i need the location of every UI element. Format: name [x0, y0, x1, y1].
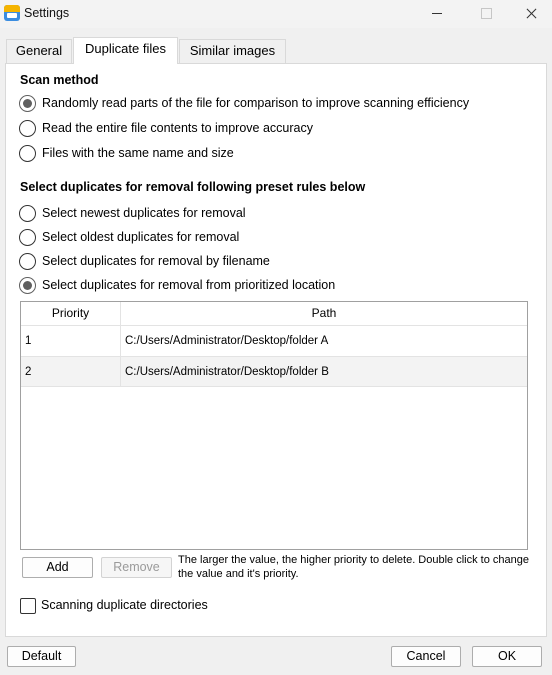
radio-button[interactable]: [19, 95, 36, 112]
radio-label: Select newest duplicates for removal: [42, 206, 246, 220]
scan-directories-checkbox[interactable]: [20, 598, 36, 614]
table-row[interactable]: [21, 356, 527, 386]
column-header-path[interactable]: Path: [121, 302, 527, 325]
radio-button[interactable]: [19, 145, 36, 162]
minimize-icon[interactable]: [414, 0, 460, 28]
priority-table[interactable]: [20, 301, 528, 550]
radio-label: Select duplicates for removal by filename: [42, 254, 270, 268]
add-button[interactable]: Add: [22, 557, 93, 578]
radio-label: Files with the same name and size: [42, 146, 234, 160]
window-title: Settings: [24, 6, 70, 20]
tab-similar-images[interactable]: Similar images: [179, 39, 286, 63]
ok-button[interactable]: OK: [472, 646, 542, 667]
radio-button[interactable]: [19, 205, 36, 222]
priority-cell[interactable]: 1: [25, 335, 32, 347]
radio-button[interactable]: [19, 277, 36, 294]
close-icon[interactable]: [508, 0, 552, 28]
column-header-priority[interactable]: Priority: [21, 302, 121, 325]
radio-label: Randomly read parts of the file for comparison to improve scanning efficiency: [42, 96, 470, 110]
radio-label: Read the entire file contents to improve accuracy: [42, 121, 313, 135]
radio-button[interactable]: [19, 120, 36, 137]
radio-label: Select duplicates for removal from prioritized location: [42, 278, 336, 292]
path-cell[interactable]: C:/Users/Administrator/Desktop/folder A: [125, 335, 329, 347]
radio-button[interactable]: [19, 253, 36, 270]
scan-directories-label: Scanning duplicate directories: [41, 598, 208, 612]
maximize-icon: [462, 0, 508, 28]
radio-button[interactable]: [19, 229, 36, 246]
priority-hint-text: The larger the value, the higher priority to delete. Double click to change the value and it's priority.: [178, 554, 529, 580]
remove-button: Remove: [101, 557, 172, 578]
settings-app-icon: [4, 5, 20, 21]
cancel-button[interactable]: Cancel: [391, 646, 461, 667]
scan-method-heading: Scan method: [20, 73, 99, 87]
tab-general[interactable]: General: [6, 39, 72, 63]
removal-rules-heading: Select duplicates for removal following preset rules below: [20, 180, 366, 194]
priority-cell[interactable]: 2: [25, 366, 32, 378]
table-row[interactable]: [21, 325, 527, 355]
radio-label: Select oldest duplicates for removal: [42, 230, 240, 244]
title-bar: [0, 0, 552, 28]
path-cell[interactable]: C:/Users/Administrator/Desktop/folder B: [125, 366, 329, 378]
tab-duplicate-files[interactable]: Duplicate files: [73, 37, 178, 64]
default-button[interactable]: Default: [7, 646, 76, 667]
